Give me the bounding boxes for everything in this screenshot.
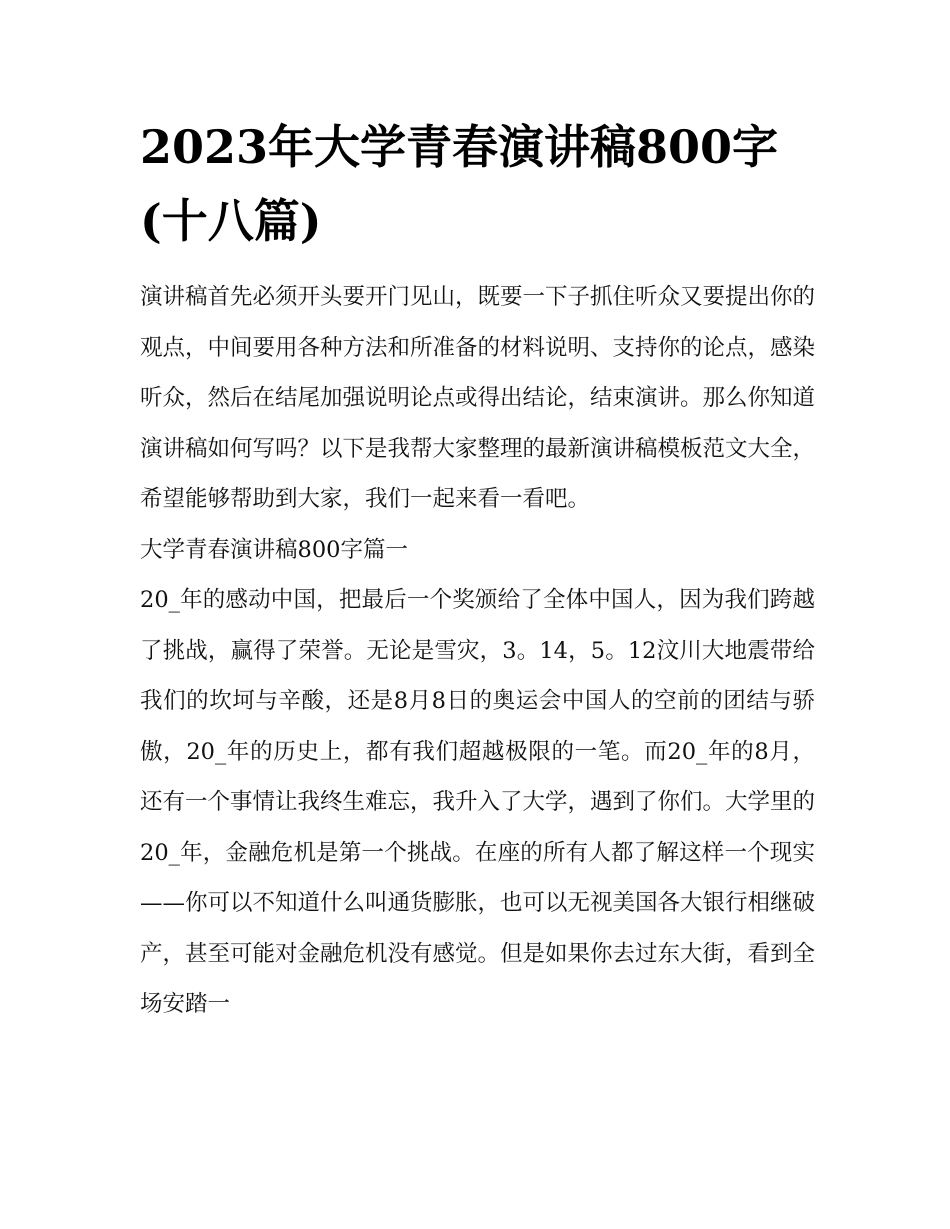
intro-paragraph: 演讲稿首先必须开头要开门见山，既要一下子抓住听众又要提出你的观点，中间要用各种方法和所准备的材料说明、支持你的论点，感染听众，然后在结尾加强说明论点或得出结论，结束演讲。那么你知道演讲稿如何写吗？以下是我帮大家整理的最新演讲稿模板范文大全，希望能够帮助到大家，我们一起来看一看吧。 [140,284,816,512]
body-paragraph: 20_年的感动中国，把最后一个奖颁给了全体中国人，因为我们跨越了挑战，赢得了荣誉。无论是雪灾，3。14，5。12汶川大地震带给我们的坎坷与辛酸，还是8月8日的奥运会中国人的空前的团结与骄傲，20_年的历史上，都有我们超越极限的一笔。而20_年的8月，还有一个事情让我终生难忘，我升入了大学，遇到了你们。大学里的20_年，金融危机是第一个挑战。在座的所有人都了解这样一个现实——你可以不知道什么叫通货膨胀，也可以无视美国各大银行相继破产，甚至可能对金融危机没有感觉。但是如果你去过东大街，看到全场安踏一 [140,587,816,1017]
document-content [140,110,815,1030]
section-heading: 大学青春演讲稿800字篇一 [140,536,408,563]
document-title: 2023年大学青春演讲稿800字(十八篇) [140,120,779,248]
